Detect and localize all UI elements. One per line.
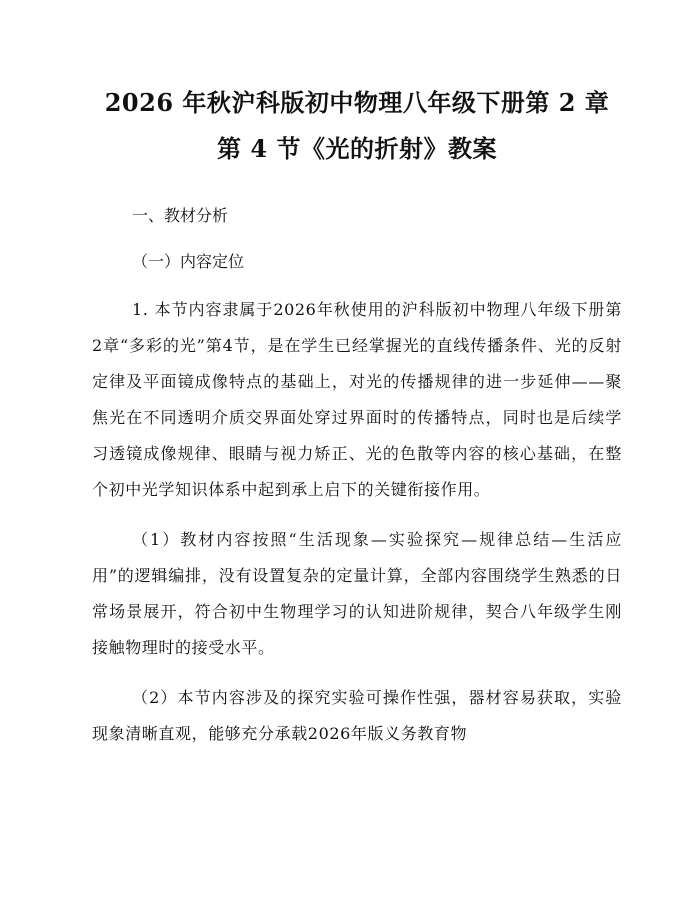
section-heading: 一、教材分析 bbox=[132, 206, 229, 225]
subsection-heading: （一）内容定位 bbox=[132, 252, 245, 271]
body-paragraph-1: 1. 本节内容隶属于2026年秋使用的沪科版初中物理八年级下册第2章“多彩的光”第4节，是在学生已经掌握光的直线传播条件、光的反射定律及平面镜成像特点的基础上，对光的传播规律的进一步延伸——聚焦光在不同透明介质交界面处穿过界面时的传播特点，同时也是后续学习透镜成像规律、眼睛与视力矫正、光的色散等内容的核心基础，在整个初中光学知识体系中起到承上启下的关键衔接作用。 bbox=[92, 300, 622, 499]
body-paragraph-3: （2）本节内容涉及的探究实验可操作性强，器材容易获取，实验现象清晰直观，能够充分承载2026年版义务教育物 bbox=[92, 688, 622, 743]
title-line-1: 2026 年秋沪科版初中物理八年级下册第 2 章 bbox=[104, 88, 610, 117]
document-title bbox=[92, 80, 622, 172]
body-paragraph-2: （1）教材内容按照“生活现象—实验探究—规律总结—生活应用”的逻辑编排，没有设置复杂的定量计算，全部内容围绕学生熟悉的日常场景展开，符合初中生物理学习的认知进阶规律，契合八年级学生刚接触物理时的接受水平。 bbox=[92, 530, 622, 657]
title-line-2: 第 4 节《光的折射》教案 bbox=[217, 134, 497, 163]
